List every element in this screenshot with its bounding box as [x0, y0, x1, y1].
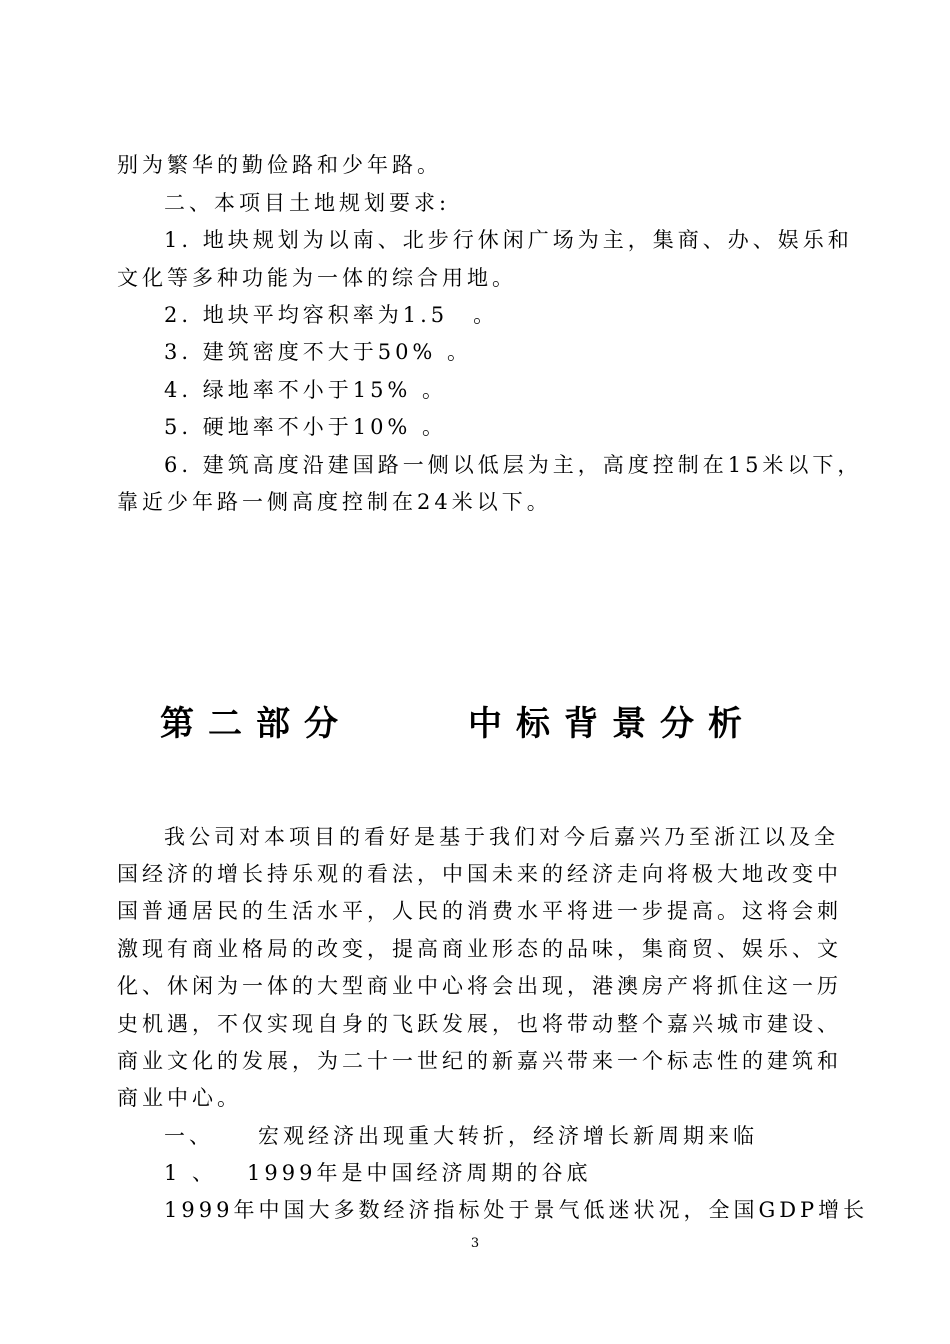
- paragraph-line: 商业中心。: [117, 1086, 242, 1110]
- subsection-title: 1999年是中国经济周期的谷底: [247, 1161, 592, 1185]
- section-heading-land-planning: 二、本项目土地规划要求:: [164, 191, 451, 215]
- subsection-number: 1 、: [164, 1161, 218, 1185]
- list-item-6: 6. 建筑高度沿建国路一侧以低层为主，高度控制在15米以下，: [164, 453, 863, 477]
- part-heading: [160, 702, 756, 746]
- list-item-5: 5. 硬地率不小于10% 。: [164, 415, 448, 439]
- paragraph-line: 1999年中国大多数经济指标处于景气低迷状况，全国GDP增长: [164, 1198, 869, 1222]
- part-title: 中标背景分析: [468, 704, 756, 744]
- paragraph-line: 商业文化的发展，为二十一世纪的新嘉兴带来一个标志性的建筑和: [117, 1049, 842, 1073]
- list-item-1-continued: 文化等多种功能为一体的综合用地。: [117, 266, 517, 290]
- part-label: 第二部分: [160, 704, 352, 744]
- list-item-3: 3. 建筑密度不大于50% 。: [164, 340, 473, 364]
- text-line: 别为繁华的勤俭路和少年路。: [117, 153, 442, 177]
- list-item-6-continued: 靠近少年路一侧高度控制在24米以下。: [117, 490, 552, 514]
- section-title: 宏观经济出现重大转折，经济增长新周期来临: [258, 1124, 758, 1148]
- list-item-1: 1. 地块规划为以南、北步行休闲广场为主，集商、办、娱乐和: [164, 228, 853, 252]
- page-number: 3: [470, 1236, 480, 1251]
- paragraph-line: 化、休闲为一体的大型商业中心将会出现，港澳房产将抓住这一历: [117, 974, 842, 998]
- list-item-4: 4. 绿地率不小于15% 。: [164, 378, 448, 402]
- paragraph-line: 国经济的增长持乐观的看法，中国未来的经济走向将极大地改变中: [117, 862, 842, 886]
- section-number: 一、: [164, 1124, 214, 1148]
- paragraph-line: 史机遇，不仅实现自身的飞跃发展，也将带动整个嘉兴城市建设、: [117, 1012, 842, 1036]
- paragraph-line: 我公司对本项目的看好是基于我们对今后嘉兴乃至浙江以及全: [164, 825, 839, 849]
- list-item-2: 2. 地块平均容积率为1.5 。: [164, 303, 499, 327]
- section-heading-macro-economy: [164, 1122, 844, 1150]
- paragraph-line: 国普通居民的生活水平，人民的消费水平将进一步提高。这将会刺: [117, 899, 842, 923]
- paragraph-line: 激现有商业格局的改变，提高商业形态的品味，集商贸、娱乐、文: [117, 937, 842, 961]
- subsection-heading-1999: [164, 1159, 844, 1187]
